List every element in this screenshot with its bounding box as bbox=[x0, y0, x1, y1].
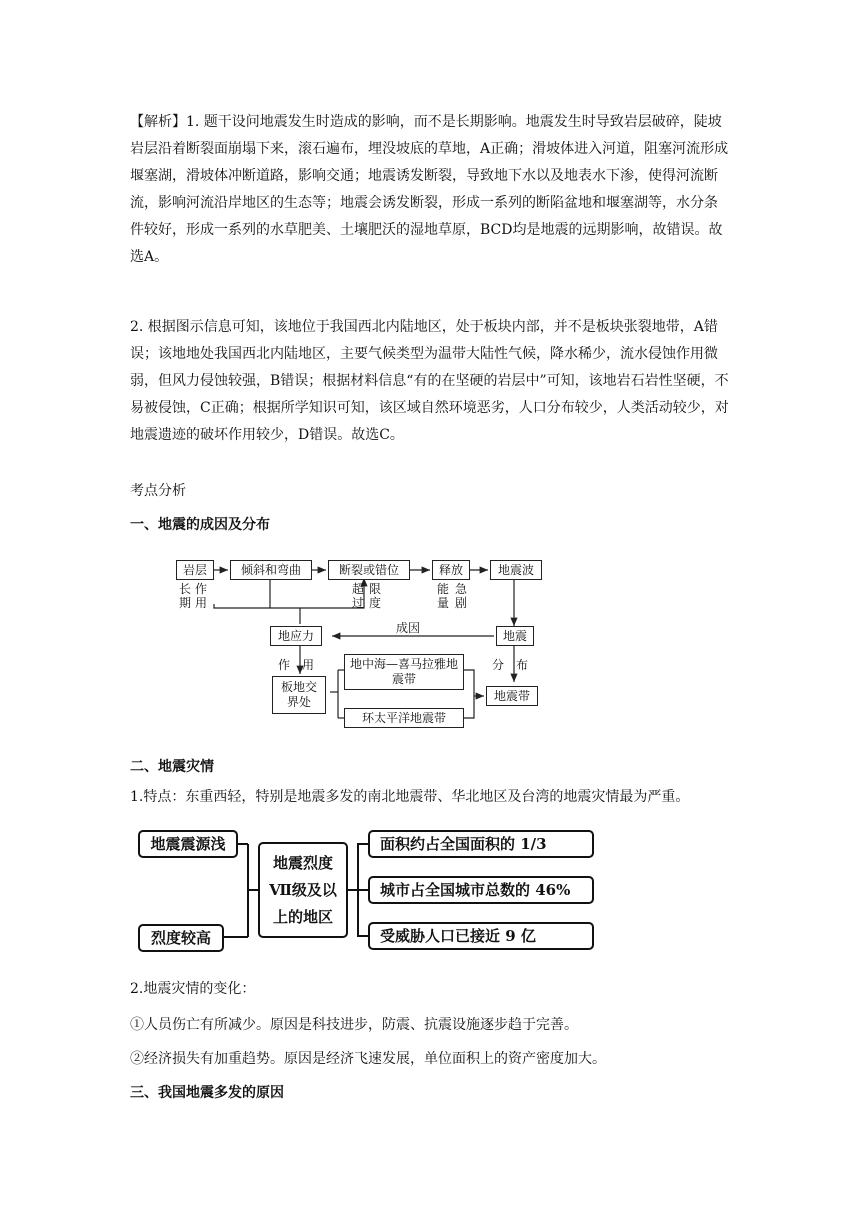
box-high-intensity: 烈度较高 bbox=[138, 924, 224, 952]
node-plate-boundary: 板地交界处 bbox=[272, 676, 326, 714]
node-release: 释放 bbox=[432, 560, 470, 580]
node-belt-pacific: 环太平洋地震带 bbox=[344, 708, 464, 728]
node-fault: 断裂或错位 bbox=[328, 560, 410, 580]
label-energy: 能量 bbox=[436, 582, 449, 610]
heading-causes-distribution: 一、地震的成因及分布 bbox=[130, 517, 270, 533]
label-exceed: 超过 bbox=[351, 582, 364, 610]
disaster-feature: 1.特点：东重西轻，特别是地震多发的南北地震带、华北地区及台湾的地震灾情最为严重。 bbox=[130, 789, 690, 805]
disaster-change-1: ①人员伤亡有所减少。原因是科技进步，防震、抗震设施逐步趋于完善。 bbox=[130, 1017, 578, 1033]
heading-disaster: 二、地震灾情 bbox=[130, 759, 214, 775]
analysis-paragraph-2: 2. 根据图示信息可知，该地位于我国西北内陆地区，处于板块内部，并不是板块张裂地带，A错误；该地地处我国西北内陆地区，主要气候类型为温带大陆性气候，降水稀少，流水侵蚀作用微弱，但风力侵蚀较强，B错误；根据材料信息“有的在坚硬的岩层中”可知，该地岩石岩性坚硬，不易被侵蚀，C正确；根据所学知识可知，该区域自然环境恶劣，人口分布较少，人类活动较少，对地震遗迹的破坏作用较少，D错误。故选C。 bbox=[130, 319, 729, 443]
box-population-threat: 受威胁人口已接近 9 亿 bbox=[368, 922, 594, 950]
arrow-to-fault bbox=[214, 578, 364, 608]
node-tilt: 倾斜和弯曲 bbox=[230, 560, 312, 580]
box-city-share: 城市占全国城市总数的 46% bbox=[368, 876, 594, 904]
label-cause: 成因 bbox=[396, 621, 421, 635]
label-distribution: 分 布 bbox=[492, 658, 529, 672]
box-shallow-focus: 地震震源浅 bbox=[138, 830, 238, 858]
node-wave: 地震波 bbox=[490, 560, 542, 580]
label-limit: 限度 bbox=[368, 582, 381, 610]
analysis-paragraph-1: 【解析】1. 题干设问地震发生时造成的影响，而不是长期影响。地震发生时导致岩层破碎，陡坡岩层沿着断裂面崩塌下来，滚石遍布，埋没坡底的草地，A正确；滑坡体进入河道，阻塞河流形成堰塞湖，滑坡体冲断道路，影响交通；地震诱发断裂，导致地下水以及地表水下渗，使得河流断流，影响河流沿岸地区的生态等；地震会诱发断裂，形成一系列的断陷盆地和堰塞湖等，水分条件较好，形成一系列的水草肥美、土壤肥沃的湿地草原，BCD均是地震的远期影响，故错误。故选A。 bbox=[130, 114, 729, 265]
label-long-term: 长期 bbox=[178, 582, 191, 610]
node-quake-zone: 地震带 bbox=[486, 686, 538, 706]
box-area-share: 面积约占全国面积的 1/3 bbox=[368, 830, 594, 858]
node-rock: 岩层 bbox=[176, 560, 214, 580]
disaster-change-2: ②经济损失有加重趋势。原因是经济飞速发展，单位面积上的资产密度加大。 bbox=[130, 1051, 606, 1067]
heading-frequent-causes: 三、我国地震多发的原因 bbox=[130, 1085, 284, 1101]
label-act: 作 用 bbox=[278, 658, 315, 672]
node-belt-himalaya: 地中海—喜马拉雅地震带 bbox=[344, 654, 464, 690]
node-quake: 地震 bbox=[496, 626, 534, 646]
label-action: 作用 bbox=[194, 582, 207, 610]
node-stress: 地应力 bbox=[270, 626, 322, 646]
section-label: 考点分析 bbox=[130, 483, 186, 499]
disaster-change-title: 2.地震灾情的变化： bbox=[130, 981, 256, 997]
merge-bracket bbox=[464, 670, 474, 718]
box-intensity-region: 地震烈度Ⅶ级及以上的地区 bbox=[258, 842, 348, 938]
label-sudden: 急剧 bbox=[454, 582, 467, 610]
